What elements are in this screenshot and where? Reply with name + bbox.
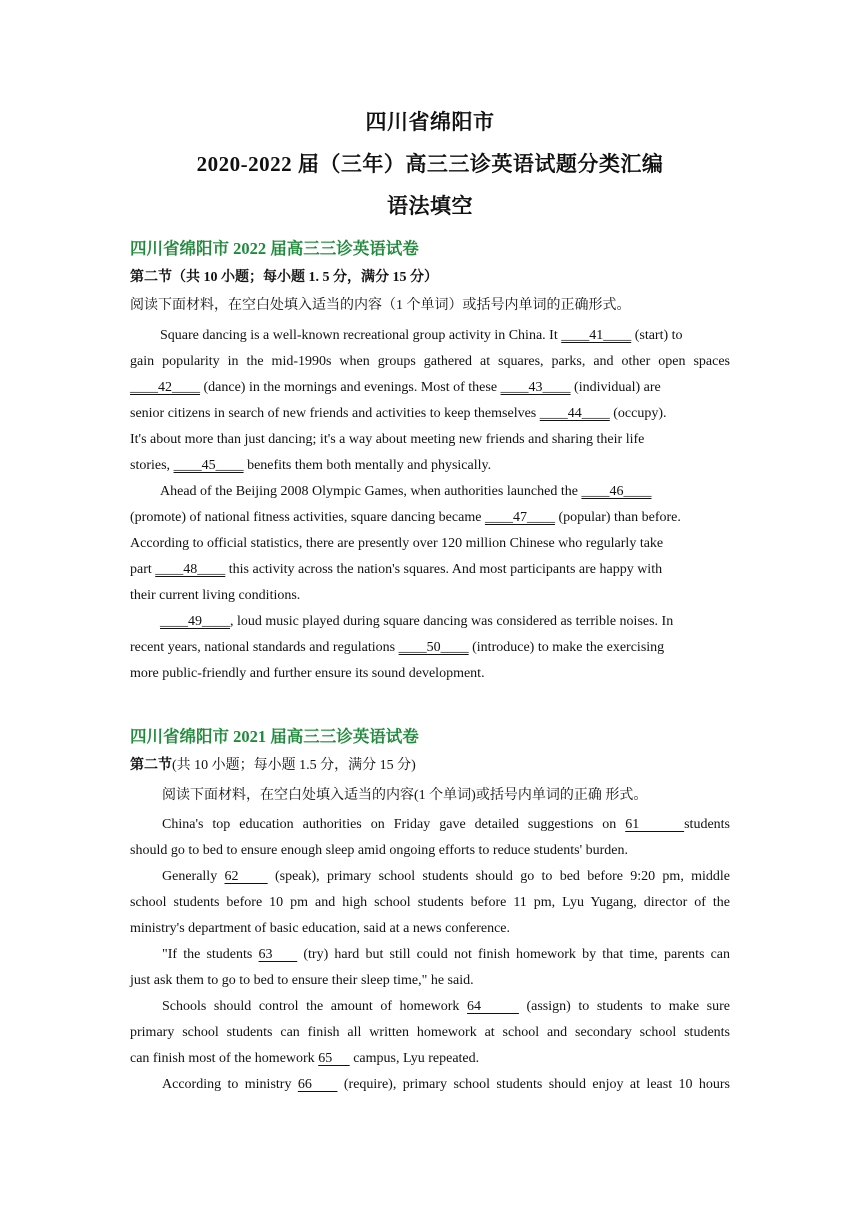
subheading-rest: (共 10 小题；每小题 1.5 分，满分 15 分) bbox=[172, 758, 416, 773]
section-heading-2021: 四川省绵阳市 2021 届高三三诊英语试卷 bbox=[130, 727, 419, 746]
passage-text: campus, Lyu repeated. bbox=[349, 1051, 480, 1066]
blank-46: ____46____ bbox=[581, 484, 652, 499]
blank-42: ____42____ bbox=[130, 380, 200, 395]
passage-text: (assign) to students to make sure bbox=[518, 999, 731, 1014]
passage-line: should go to bed to ensure enough sleep amid ongoing efforts to reduce students' burden. bbox=[130, 843, 628, 858]
blank-45: ____45____ bbox=[173, 458, 244, 473]
passage-line bbox=[130, 378, 730, 398]
passage-line bbox=[130, 815, 730, 835]
passage-line: According to official statistics, there are presently over 120 million Chinese who regularly take bbox=[130, 536, 664, 551]
blank-50: ____50____ bbox=[398, 640, 469, 655]
passage-text: Square dancing is a well-known recreational group activity in China. It bbox=[160, 328, 562, 343]
instruction-2022: 阅读下面材料，在空白处填入适当的内容（1 个单词）或括号内单词的正确形式。 bbox=[130, 298, 631, 313]
blank-62: 62 bbox=[224, 869, 268, 884]
passage-text: According to ministry bbox=[162, 1077, 298, 1092]
passage-line: It's about more than just dancing; it's a way about meeting new friends and sharing their life bbox=[130, 432, 645, 447]
blank-66: 66 bbox=[297, 1077, 338, 1092]
passage-line bbox=[130, 867, 730, 887]
blank-41: ____41____ bbox=[561, 328, 632, 343]
passage-line: gain popularity in the mid-1990s when groups gathered at squares, parks, and other open spaces bbox=[130, 354, 730, 369]
passage-line bbox=[130, 1049, 730, 1069]
passage-text: recent years, national standards and regulations bbox=[130, 640, 399, 655]
blank-47: ____47____ bbox=[484, 510, 555, 525]
passage-text: (promote) of national fitness activities, square dancing became bbox=[130, 510, 485, 525]
passage-text: stories, bbox=[130, 458, 174, 473]
passage-text: (occupy). bbox=[609, 406, 667, 421]
passage-text: benefits them both mentally and physically. bbox=[243, 458, 492, 473]
passage-line bbox=[130, 560, 730, 580]
passage-text: Generally bbox=[162, 869, 225, 884]
passage-text: (speak), primary school students should go to bed before 9:20 pm, middle bbox=[267, 869, 730, 884]
passage-line bbox=[130, 997, 730, 1017]
passage-line bbox=[130, 638, 730, 658]
passage-text: students bbox=[684, 817, 730, 832]
doc-title-main: 2020-2022 届（三年）高三三诊英语试题分类汇编 bbox=[196, 152, 664, 176]
passage-text: Schools should control the amount of homework bbox=[162, 999, 468, 1014]
passage-line: more public-friendly and further ensure its sound development. bbox=[130, 666, 485, 681]
passage-text: (popular) than before. bbox=[554, 510, 681, 525]
passage-line bbox=[130, 404, 730, 424]
passage-line: primary school students can finish all written homework at school and secondary school students bbox=[130, 1025, 730, 1040]
passage-line: their current living conditions. bbox=[130, 588, 301, 603]
passage-line bbox=[130, 482, 730, 502]
passage-text: (start) to bbox=[631, 328, 683, 343]
passage-line bbox=[130, 945, 730, 965]
passage-text: (individual) are bbox=[570, 380, 661, 395]
passage-text: can finish most of the homework bbox=[130, 1051, 319, 1066]
passage-line bbox=[130, 612, 730, 632]
blank-48: ____48____ bbox=[155, 562, 226, 577]
doc-title-topic: 语法填空 bbox=[387, 194, 473, 218]
passage-text: this activity across the nation's squares. And most participants are happy with bbox=[225, 562, 663, 577]
section-subheading-2022: 第二节（共 10 小题；每小题 1. 5 分，满分 15 分） bbox=[130, 270, 438, 285]
passage-text: China's top education authorities on Friday gave detailed suggestions on bbox=[162, 817, 626, 832]
blank-64: 64 bbox=[467, 999, 519, 1014]
passage-line: school students before 10 pm and high school students before 11 pm, Lyu Yugang, director of the bbox=[130, 895, 730, 910]
passage-line bbox=[130, 456, 730, 476]
doc-title-region: 四川省绵阳市 bbox=[365, 110, 495, 134]
blank-65: 65 bbox=[318, 1051, 350, 1066]
passage-text: "If the students bbox=[162, 947, 259, 962]
passage-text: (introduce) to make the exercising bbox=[468, 640, 665, 655]
passage-line bbox=[130, 326, 730, 346]
blank-61: 61 bbox=[625, 817, 685, 832]
instruction-2021: 阅读下面材料，在空白处填入适当的内容(1 个单词)或括号内单词的正确 形式。 bbox=[162, 788, 648, 803]
subheading-bold: 第二节 bbox=[130, 758, 172, 773]
passage-text: part bbox=[130, 562, 156, 577]
passage-text: senior citizens in search of new friends and activities to keep themselves bbox=[130, 406, 540, 421]
passage-text: (dance) in the mornings and evenings. Most of these bbox=[200, 380, 501, 395]
passage-line: just ask them to go to bed to ensure their sleep time," he said. bbox=[130, 973, 474, 988]
passage-text: , loud music played during square dancing was considered as terrible noises. In bbox=[230, 614, 674, 629]
blank-49: ____49____ bbox=[160, 614, 230, 629]
passage-text: Ahead of the Beijing 2008 Olympic Games, when authorities launched the bbox=[160, 484, 582, 499]
passage-text: (try) hard but still could not finish homework by that time, parents can bbox=[297, 947, 730, 962]
section-subheading-2021 bbox=[130, 756, 730, 776]
section-heading-2022: 四川省绵阳市 2022 届高三三诊英语试卷 bbox=[130, 239, 419, 258]
passage-text: (require), primary school students should enjoy at least 10 hours bbox=[337, 1077, 731, 1092]
blank-43: ____43____ bbox=[500, 380, 571, 395]
passage-line bbox=[130, 1075, 730, 1095]
blank-63: 63 bbox=[258, 947, 298, 962]
passage-line: ministry's department of basic education, said at a news conference. bbox=[130, 921, 510, 936]
blank-44: ____44____ bbox=[539, 406, 610, 421]
passage-line bbox=[130, 508, 730, 528]
